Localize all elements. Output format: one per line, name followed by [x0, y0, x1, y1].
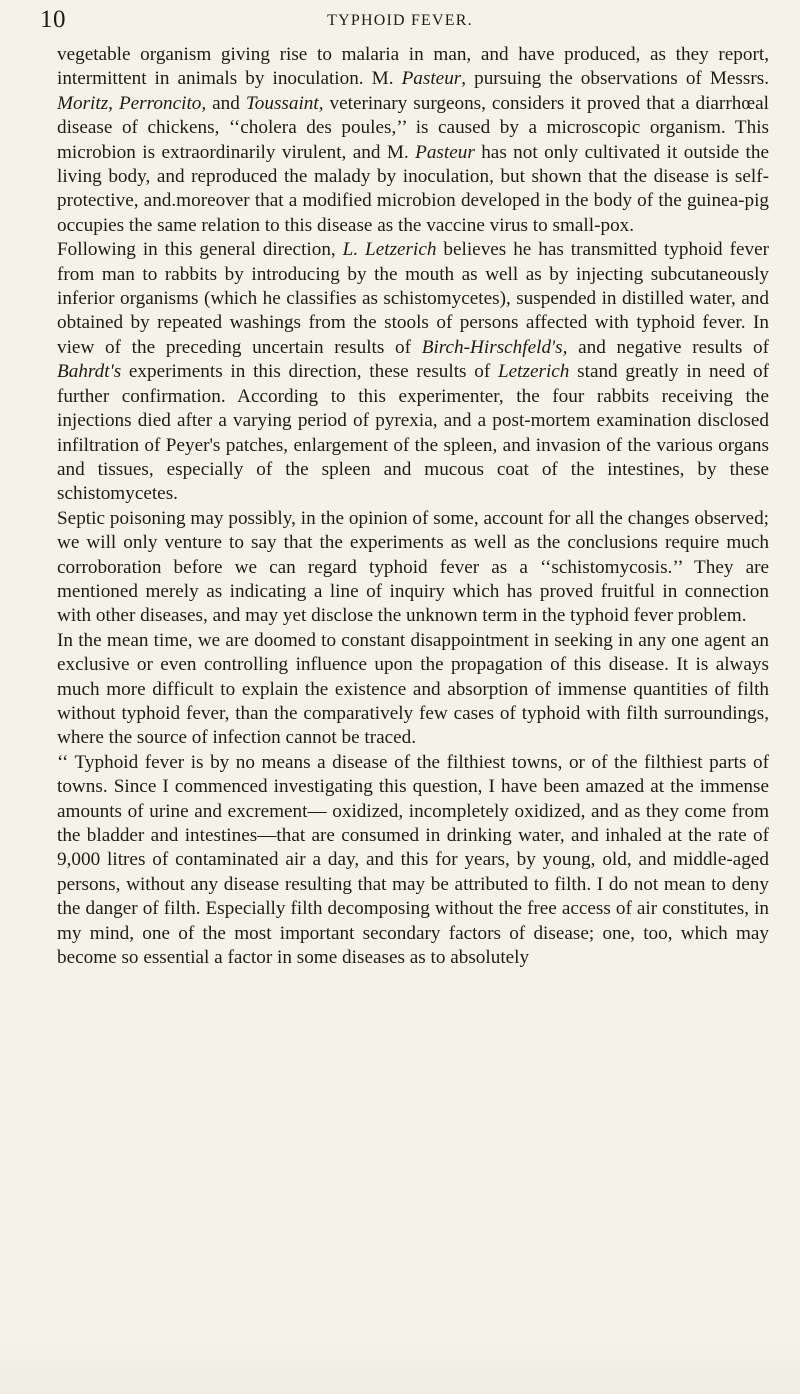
- italic-text-run: Pasteur: [401, 68, 462, 90]
- text-run: and: [206, 92, 246, 114]
- paragraph: [57, 507, 769, 629]
- text-run: has not only cultivated it outside the living body, and reproduced the malady by inoculation, but shown that the disease is self-protective, and.moreover that a modified microbion developed in the body of the guinea-pig occupies the same relation to this disease as the vaccine virus to small-pox.: [57, 141, 769, 236]
- text-run: veterinary surgeons, considers it proved that a diarrhœal disease of chickens, ‘‘cholera des poules,’’ is caused by a microscopic organism. This microbion is extraordinarily virulent, and M.: [57, 92, 770, 163]
- italic-text-run: Toussaint,: [245, 92, 324, 114]
- page-header: [0, 4, 800, 38]
- paragraph: [57, 751, 769, 971]
- italic-text-run: Moritz, Perroncito,: [57, 92, 207, 114]
- text-run: , pursuing the observations of Messrs.: [461, 68, 770, 90]
- italic-text-run: L. Letzerich: [342, 239, 437, 261]
- text-run: stand greatly in need of further confirmation. According to this experimenter, the four rabbits receiving the injections died after a varying period of pyrexia, and a post-mortem examination disclosed infiltration of Peyer's patches, enlargement of the spleen, and invasion of the various organs and tissues, especially of the spleen and mucous coat of the intestines, by these schistomycetes.: [57, 361, 769, 505]
- text-run: Septic poisoning may possibly, in the opinion of some, account for all the changes observed; we will only venture to say that the experiments as well as the conclusions require much corroboration before we can regard typhoid fever as a ‘‘schistomycosis.’’ They are mentioned merely as indicating a line of inquiry which has proved fruitful in connection with other diseases, and may yet disclose the unknown term in the typhoid fever problem.: [57, 507, 769, 627]
- text-run: experiments in this direction, these results of: [121, 361, 498, 383]
- italic-text-run: Letzerich: [497, 361, 570, 383]
- italic-text-run: Bahrdt's: [57, 361, 122, 383]
- paragraph: [57, 629, 769, 751]
- text-run: ‘‘ Typhoid fever is by no means a disease of the filthiest towns, or of the filthiest parts of towns. Since I commenced investigating this question, I have been amazed at the immense amounts of urine and excrement— oxidized, incompletely oxidized, and as they come from the bladder and intestines—that are consumed in drinking water, and inhaled at the rate of 9,000 litres of contaminated air a day, and this for years, by young, old, and middle-aged persons, without any disease resulting that may be attributed to filth. I do not mean to deny the danger of filth. Especially filth decomposing without the free access of air constitutes, in my mind, one of the most important secondary factors of disease; one, too, which may become so essential a factor in some diseases as to absolutely: [57, 751, 769, 969]
- italic-text-run: Birch-Hirschfeld's,: [421, 336, 568, 358]
- page-edge-shadow: [0, 1334, 800, 1394]
- running-head: TYPHOID FEVER.: [327, 12, 473, 29]
- paragraph: [57, 238, 769, 506]
- text-run: vegetable organism giving rise to malaria in man, and have produced, as they report, intermittent in animals by inoculation. M.: [57, 44, 769, 90]
- text-run: In the mean time, we are doomed to constant disappointment in seeking in any one agent an exclusive or even controlling influence upon the propagation of this disease. It is always much more difficult to explain the existence and absorption of immense quantities of filth without typhoid fever, than the comparatively few cases of typhoid with filth surroundings, where the source of infection cannot be traced.: [57, 629, 769, 749]
- text-run: Following in this general direction,: [57, 239, 343, 261]
- text-run: and negative results of: [567, 336, 769, 358]
- italic-text-run: Pasteur: [415, 141, 475, 163]
- body-text: [57, 43, 769, 970]
- text-run: believes he has transmitted typhoid fever from man to rabbits by introducing by the mouth as well as by injecting subcutaneously inferior organisms (which he classifies as schistomycetes), suspended in distilled water, and obtained by repeated washings from the stools of persons affected with typhoid fever. In view of the preceding uncertain results of: [57, 239, 769, 358]
- paragraph: [57, 43, 769, 238]
- page-number: 10: [40, 6, 66, 33]
